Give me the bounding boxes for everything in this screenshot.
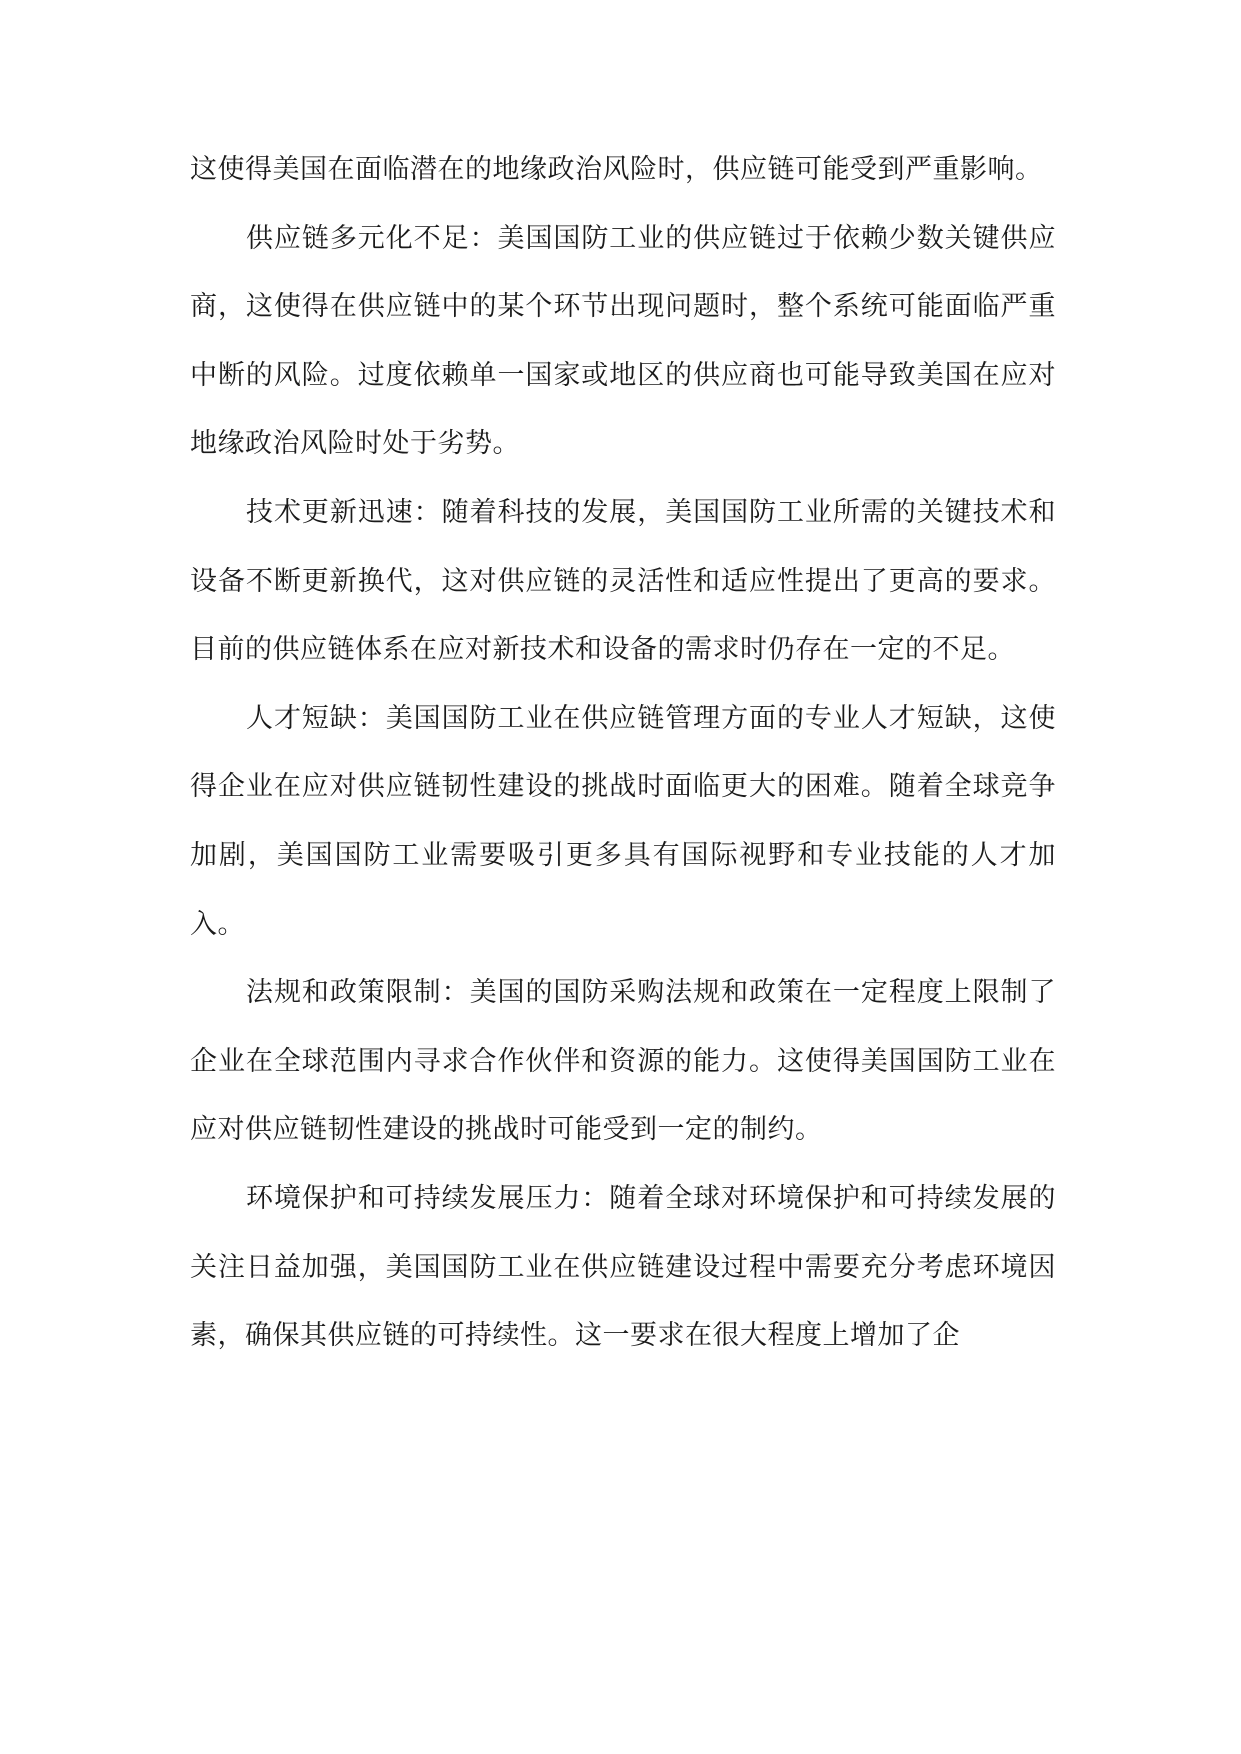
paragraph-technology-updates: 技术更新迅速：随着科技的发展，美国国防工业所需的关键技术和设备不断更新换代，这对供应链的灵活性和适应性提出了更高的要求。目前的供应链体系在应对新技术和设备的需求时仍存在一定的不足。 bbox=[190, 496, 1056, 666]
paragraph-continuation: 这使得美国在面临潜在的地缘政治风险时，供应链可能受到严重影响。 bbox=[190, 154, 1043, 185]
paragraph-regulation-policy: 法规和政策限制：美国的国防采购法规和政策在一定程度上限制了企业在全球范围内寻求合作伙伴和资源的能力。这使得美国国防工业在应对供应链韧性建设的挑战时可能受到一定的制约。 bbox=[190, 977, 1056, 1146]
paragraph-environmental-sustainability: 环境保护和可持续发展压力：随着全球对环境保护和可持续发展的关注日益加强，美国国防工业在供应链建设过程中需要充分考虑环境因素，确保其供应链的可持续性。这一要求在很大程度上增加了企 bbox=[190, 1182, 1056, 1352]
paragraph-talent-shortage: 人才短缺：美国国防工业在供应链管理方面的专业人才短缺，这使得企业在应对供应链韧性建设的挑战时面临更大的困难。随着全球竞争加剧，美国国防工业需要吸引更多具有国际视野和专业技能的人才加入。 bbox=[190, 702, 1056, 940]
paragraph-supply-chain-diversification: 供应链多元化不足：美国国防工业的供应链过于依赖少数关键供应商，这使得在供应链中的某个环节出现问题时，整个系统可能面临严重中断的风险。过度依赖单一国家或地区的供应商也可能导致美国在应对地缘政治风险时处于劣势。 bbox=[190, 222, 1056, 460]
body-text bbox=[190, 136, 1056, 1371]
